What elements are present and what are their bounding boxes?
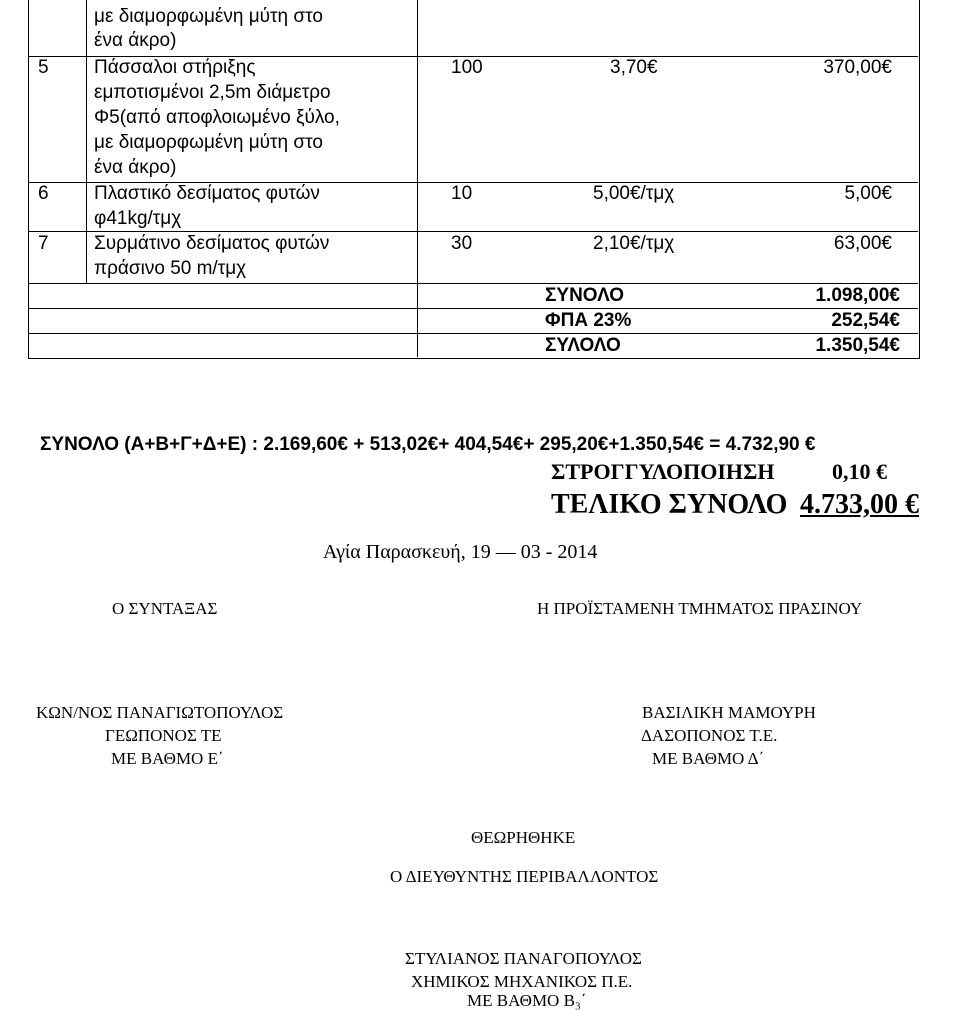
row-number: 5 [38,57,49,78]
rounding-label: ΣΤΡΟΓΓΥΛΟΠΟΙΗΣΗ [551,459,775,484]
desc-line: ένα άκρο) [94,30,177,51]
director-grade: ΜΕ ΒΑΘΜΟ Β₃΄ [467,991,587,1010]
subtotal-label: ΣΥΝΟΛΟ [545,285,625,306]
reviewed-label: ΘΕΩΡΗΘΗΚΕ [471,828,576,847]
quantity-cell: 10 [451,183,473,204]
vat-value: 252,54€ [831,310,900,331]
head-role: ΔΑΣΟΠΟΝΟΣ Τ.Ε. [641,726,778,745]
author-name: ΚΩΝ/ΝΟΣ ΠΑΝΑΓΙΩΤΟΠΟΥΛΟΣ [36,703,284,722]
desc-line: με διαμορφωμένη μύτη στο [94,6,323,27]
head-title: Η ΠΡΟΪΣΤΑΜΕΝΗ ΤΜΗΜΑΤΟΣ ΠΡΑΣΙΝΟΥ [537,599,863,618]
total-cell: 63,00€ [833,233,892,254]
head-grade: ΜΕ ΒΑΘΜΟ Δ΄ [652,749,765,768]
overall-sum-line: ΣΥΝΟΛΟ (Α+Β+Γ+Δ+Ε) : 2.169,60€ + 513,02€+ 404,54€+ 295,20€+1.350,54€ = 4.732,90 € [40,434,816,455]
desc-line: Φ5(από αποφλοιωμένο ξύλο, [94,107,340,128]
director-title: Ο ΔΙΕΥΘΥΝΤΗΣ ΠΕΡΙΒΑΛΛΟΝΤΟΣ [390,867,659,886]
vat-label: ΦΠΑ 23% [545,310,632,331]
document-date: Αγία Παρασκευή, 19 — 03 - 2014 [323,541,598,563]
director-name: ΣΤΥΛΙΑΝΟΣ ΠΑΝΑΓΟΠΟΥΛΟΣ [405,949,642,968]
quantity-cell: 100 [451,57,483,78]
director-role: ΧΗΜΙΚΟΣ ΜΗΧΑΝΙΚΟΣ Π.Ε. [411,972,633,991]
quantity-cell: 30 [451,233,473,254]
row-number: 6 [38,183,49,204]
total-cell: 370,00€ [823,57,892,78]
unit-price-cell: 5,00€/τμχ [593,183,675,204]
total-cell: 5,00€ [844,183,892,204]
author-role: ΓΕΩΠΟΝΟΣ ΤΕ [105,726,222,745]
row-number: 7 [38,233,49,254]
final-total-value: 4.733,00 € [800,489,919,520]
desc-line: εμποτισμένοι 2,5m διάμετρο [94,82,331,103]
col-divider [417,0,418,357]
grand-total-label: ΣΥΛΟΛΟ [545,335,621,356]
rounding-value: 0,10 € [832,459,887,484]
final-total-label: ΤΕΛΙΚΟ ΣΥΝΟΛΟ [551,489,788,520]
col-divider [86,0,87,283]
desc-line: ένα άκρο) [94,157,177,178]
unit-price-cell: 3,70€ [610,57,658,78]
desc-line: πράσινο 50 m/τμχ [94,258,247,279]
subtotal-value: 1.098,00€ [815,285,900,306]
desc-line: με διαμορφωμένη μύτη στο [94,132,323,153]
author-grade: ΜΕ ΒΑΘΜΟ Ε΄ [111,749,224,768]
desc-line: φ41kg/τμχ [94,208,182,229]
author-title: Ο ΣΥΝΤΑΞΑΣ [112,599,218,618]
desc-line: Συρμάτινο δεσίματος φυτών [94,233,330,254]
desc-line: Πλαστικό δεσίματος φυτών [94,183,320,204]
head-name: ΒΑΣΙΛΙΚΗ ΜΑΜΟΥΡΗ [642,703,816,722]
desc-line: Πάσσαλοι στήριξης [94,57,256,78]
grand-total-value: 1.350,54€ [815,335,900,356]
unit-price-cell: 2,10€/τμχ [593,233,675,254]
